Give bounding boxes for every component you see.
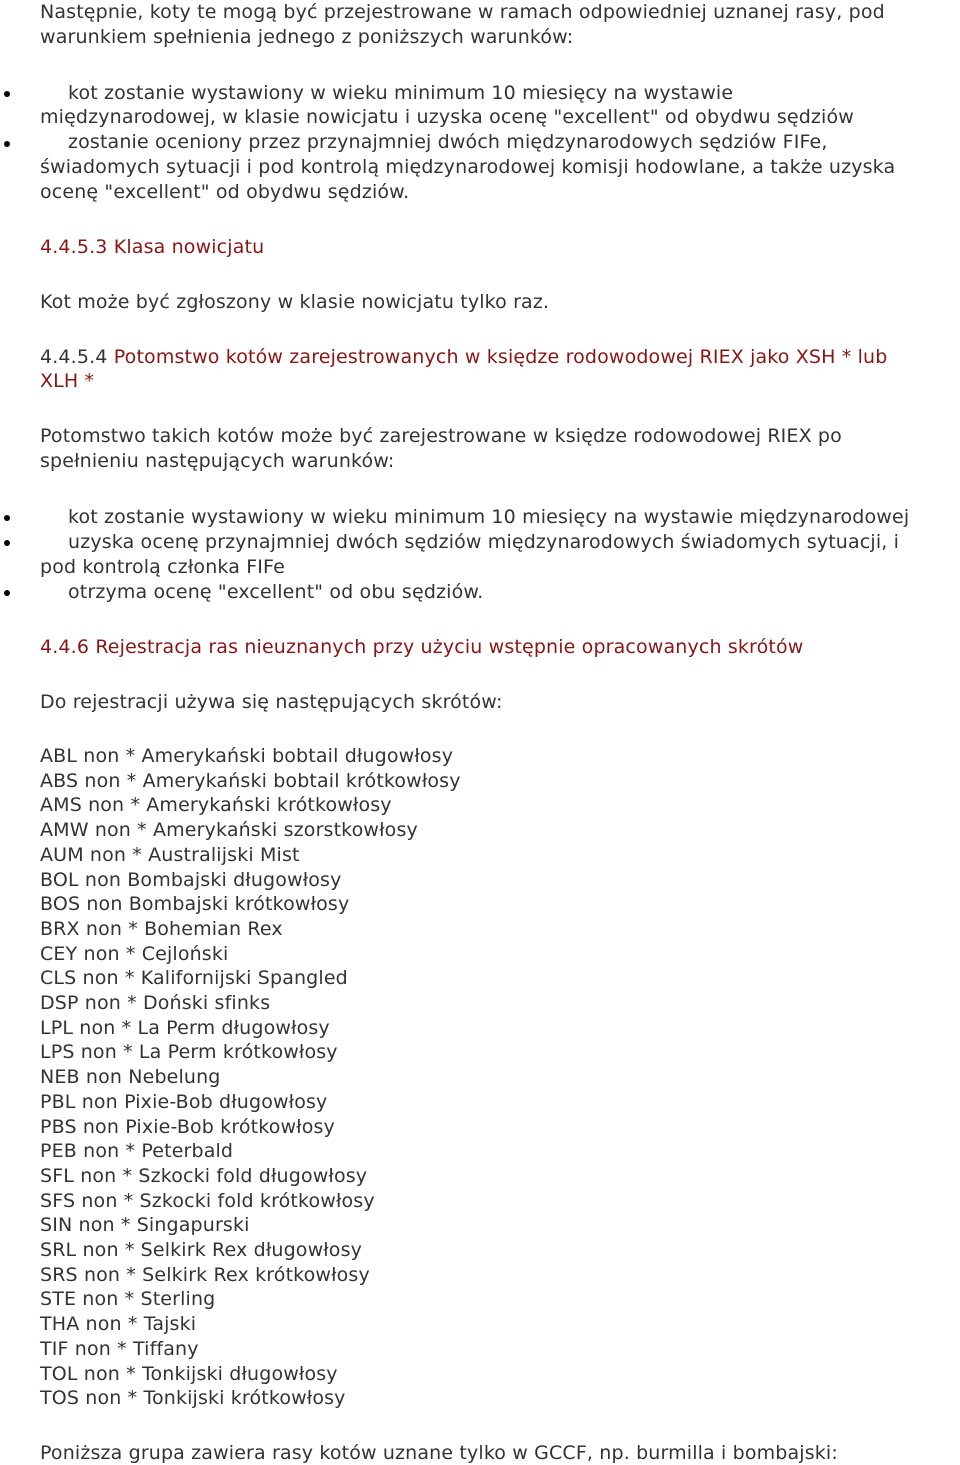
heading-number: 4.4.5.4 xyxy=(40,346,108,368)
list-item-text: uzyska ocenę przynajmniej dwóch sędziów międzynarodowych świadomych sytuacji, i xyxy=(68,531,900,553)
footer-text: Poniższa grupa zawiera rasy kotów uznane tylko w GCCF, np. burmilla i bombajski: xyxy=(40,1442,838,1464)
section-text: Kot może być zgłoszony w klasie nowicjatu tylko raz. xyxy=(40,291,550,313)
abbreviation-item: SIN non * Singapurski xyxy=(40,1214,250,1236)
bullet-icon xyxy=(4,515,10,521)
heading-text: XLH * xyxy=(40,370,95,392)
abbreviation-item: NEB non Nebelung xyxy=(40,1066,221,1088)
bullet-icon xyxy=(4,91,10,97)
section-heading-4454 xyxy=(40,345,887,369)
abbreviation-item: SFS non * Szkocki fold krótkowłosy xyxy=(40,1190,375,1212)
abbreviation-item: AMW non * Amerykański szorstkowłosy xyxy=(40,819,418,841)
heading-number: 4.4.5.3 xyxy=(40,236,108,258)
abbreviation-item: LPL non * La Perm długowłosy xyxy=(40,1017,330,1039)
list-item-text: ocenę "excellent" od obydwu sędziów. xyxy=(40,181,410,203)
abbreviation-item: PEB non * Peterbald xyxy=(40,1140,234,1162)
abbreviation-item: BOL non Bombajski długowłosy xyxy=(40,869,342,891)
intro-paragraph-line: warunkiem spełnienia jednego z poniższych warunków: xyxy=(40,26,574,48)
abbreviation-item: BRX non * Bohemian Rex xyxy=(40,918,283,940)
abbreviation-item: AUM non * Australijski Mist xyxy=(40,844,300,866)
list-item-text: zostanie oceniony przez przynajmniej dwóch międzynarodowych sędziów FIFe, xyxy=(68,131,828,153)
abbreviation-item: TOL non * Tonkijski długowłosy xyxy=(40,1363,338,1385)
heading-text: Klasa nowicjatu xyxy=(113,236,265,258)
abbreviation-item: TOS non * Tonkijski krótkowłosy xyxy=(40,1387,346,1409)
abbreviation-item: CEY non * Cejloński xyxy=(40,943,229,965)
section-heading-446 xyxy=(40,635,803,659)
section-heading-4453 xyxy=(40,235,264,259)
abbreviation-item: LPS non * La Perm krótkowłosy xyxy=(40,1041,338,1063)
section-paragraph-line: Potomstwo takich kotów może być zarejestrowane w księdze rodowodowej RIEX po xyxy=(40,425,842,447)
abbreviation-item: CLS non * Kalifornijski Spangled xyxy=(40,967,348,989)
abbreviation-item: TIF non * Tiffany xyxy=(40,1338,199,1360)
abbreviation-item: PBS non Pixie-Bob krótkowłosy xyxy=(40,1116,335,1138)
list-item-text: kot zostanie wystawiony w wieku minimum 10 miesięcy na wystawie międzynarodowej xyxy=(68,506,910,528)
list-item-text: kot zostanie wystawiony w wieku minimum 10 miesięcy na wystawie xyxy=(68,82,734,104)
heading-text: Potomstwo kotów zarejestrowanych w księdze rodowodowej RIEX jako XSH * lub xyxy=(113,346,888,368)
intro-paragraph-line: Następnie, koty te mogą być przejestrowane w ramach odpowiedniej uznanej rasy, pod xyxy=(40,1,885,23)
section-intro: Do rejestracji używa się następujących skrótów: xyxy=(40,691,503,713)
abbreviation-item: ABL non * Amerykański bobtail długowłosy xyxy=(40,745,454,767)
abbreviation-item: AMS non * Amerykański krótkowłosy xyxy=(40,794,392,816)
abbreviation-item: SRS non * Selkirk Rex krótkowłosy xyxy=(40,1264,370,1286)
list-item-text: międzynarodowej, w klasie nowicjatu i uzyska ocenę "excellent" od obydwu sędziów xyxy=(40,106,854,128)
abbreviation-item: ABS non * Amerykański bobtail krótkowłosy xyxy=(40,770,461,792)
abbreviation-item: DSP non * Doński sfinks xyxy=(40,992,271,1014)
abbreviation-item: SRL non * Selkirk Rex długowłosy xyxy=(40,1239,363,1261)
heading-text: Rejestracja ras nieuznanych przy użyciu wstępnie opracowanych skrótów xyxy=(95,636,804,658)
bullet-icon xyxy=(4,540,10,546)
abbreviation-item: BOS non Bombajski krótkowłosy xyxy=(40,893,350,915)
abbreviation-item: SFL non * Szkocki fold długowłosy xyxy=(40,1165,368,1187)
list-item-text: świadomych sytuacji i pod kontrolą międzynarodowej komisji hodowlane, a także uzyska xyxy=(40,156,896,178)
bullet-icon xyxy=(4,590,10,596)
abbreviation-item: THA non * Tajski xyxy=(40,1313,197,1335)
abbreviation-item: PBL non Pixie-Bob długowłosy xyxy=(40,1091,328,1113)
list-item-text: otrzyma ocenę "excellent" od obu sędziów. xyxy=(68,581,484,603)
list-item-text: pod kontrolą członka FIFe xyxy=(40,556,285,578)
heading-number: 4.4.6 xyxy=(40,636,90,658)
abbreviation-item: STE non * Sterling xyxy=(40,1288,216,1310)
bullet-icon xyxy=(4,141,10,147)
section-paragraph-line: spełnieniu następujących warunków: xyxy=(40,450,395,472)
